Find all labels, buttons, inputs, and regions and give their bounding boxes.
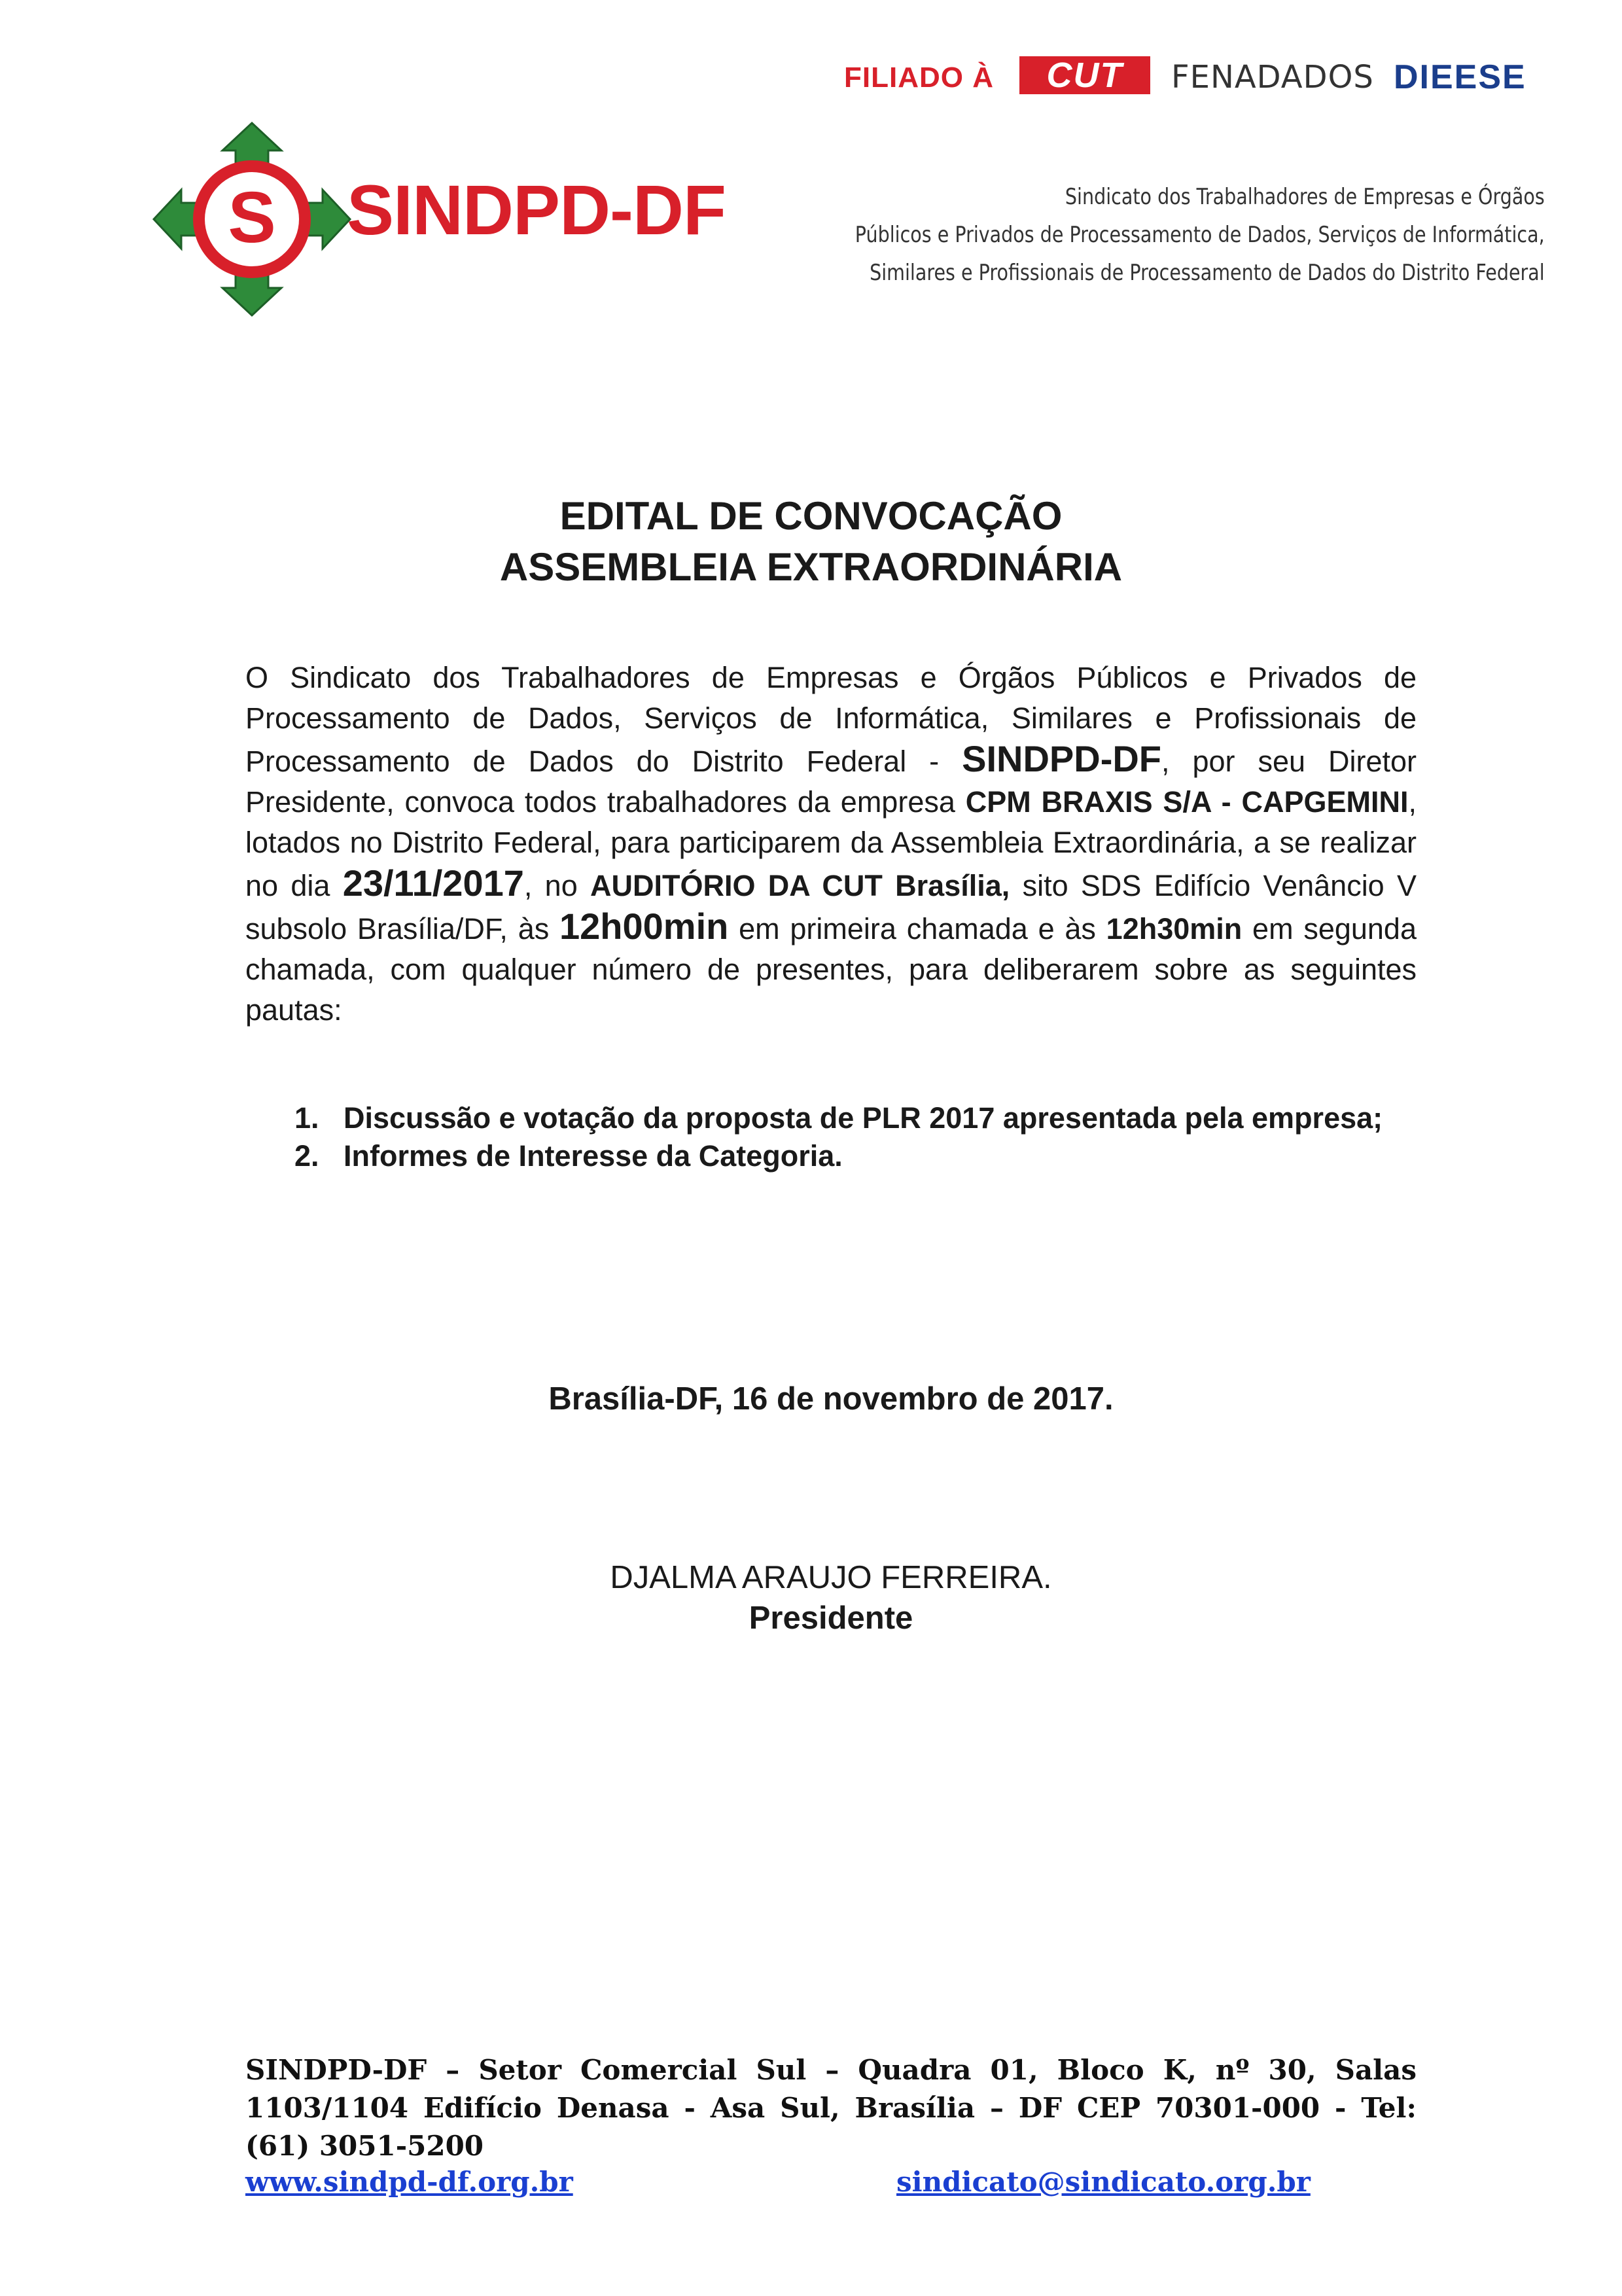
signature-block	[0, 1557, 1622, 1638]
agenda-text: Informes de Interesse da Categoria.	[344, 1139, 843, 1173]
description-line: Públicos e Privados de Processamento de Dados, Serviços de Informática,	[855, 222, 1545, 248]
body-text: , lotados no Distrito Federal, para participarem da Assembleia Extraordinária, a se realizar no dia	[245, 785, 1417, 902]
title-line-2: ASSEMBLEIA EXTRAORDINÁRIA	[499, 545, 1123, 589]
sindpd-emblem-icon	[147, 118, 357, 321]
convocation-paragraph	[245, 658, 1417, 1031]
agenda-number: 2.	[294, 1139, 319, 1173]
union-name: SINDPD-DF	[962, 738, 1161, 779]
body-text: , no	[523, 869, 591, 902]
body-text: , por seu Diretor Presidente, convoca todos trabalhadores da empresa	[245, 745, 1417, 819]
affiliation-label: FILIADO À	[844, 62, 994, 94]
logo-wordmark: SINDPD-DF	[347, 170, 726, 249]
signer-name: DJALMA ARAUJO FERREIRA.	[610, 1560, 1052, 1595]
signer-role: Presidente	[749, 1600, 913, 1636]
dieese-logo: DIEESE	[1394, 58, 1526, 96]
agenda-number: 1.	[294, 1101, 319, 1135]
sindpd-logo	[147, 118, 736, 321]
document-title	[0, 491, 1622, 593]
agenda-item	[288, 1099, 1417, 1137]
place-date: Brasília-DF, 16 de novembro de 2017.	[548, 1381, 1114, 1417]
body-text: sito SDS Edifício Venâncio V subsolo Brasília/DF, às	[245, 869, 1417, 945]
meeting-venue: AUDITÓRIO DA CUT Brasília,	[590, 869, 1010, 902]
body-text: O Sindicato dos Trabalhadores de Empresas e Órgãos Públicos e Privados de Processamento de Dados, Serviços de Informática, Similares e Profissionais de Processamento de Dados do Distrito Federal -	[245, 661, 1417, 778]
agenda-item	[288, 1137, 1417, 1175]
footer-address: SINDPD-DF – Setor Comercial Sul – Quadra 01, Bloco K, nº 30, Salas 1103/1104 Edifício Denasa - Asa Sul, Brasília – DF CEP 70301-000 - Tel: (61) 3051-5200	[245, 2054, 1417, 2162]
union-description	[855, 178, 1545, 292]
website-link[interactable]: www.sindpd-df.org.br	[245, 2166, 573, 2198]
affiliation-bar	[844, 52, 1570, 105]
footer-links	[245, 2166, 1311, 2198]
first-call-time: 12h00min	[559, 906, 729, 947]
agenda-text: Discussão e votação da proposta de PLR 2017 apresentada pela empresa;	[344, 1101, 1383, 1135]
body-text: em primeira chamada e às	[728, 912, 1106, 945]
email-link[interactable]: sindicato@sindicato.org.br	[896, 2166, 1311, 2198]
fenadados-logo: FENADADOS	[1171, 59, 1374, 96]
company-name: CPM BRAXIS S/A - CAPGEMINI	[965, 785, 1409, 819]
body-text: em segunda chamada, com qualquer número de presentes, para deliberarem sobre as seguintes pautas:	[245, 912, 1417, 1027]
cut-logo: CUT	[1019, 56, 1150, 94]
meeting-date: 23/11/2017	[342, 862, 524, 904]
description-line: Similares e Profissionais de Processamento de Dados do Distrito Federal	[870, 260, 1545, 286]
second-call-time: 12h30min	[1106, 912, 1243, 945]
title-line-1: EDITAL DE CONVOCAÇÃO	[559, 494, 1063, 538]
svg-text:S: S	[228, 177, 276, 258]
description-line: Sindicato dos Trabalhadores de Empresas e Órgãos	[1065, 184, 1545, 210]
agenda-list	[288, 1099, 1417, 1175]
